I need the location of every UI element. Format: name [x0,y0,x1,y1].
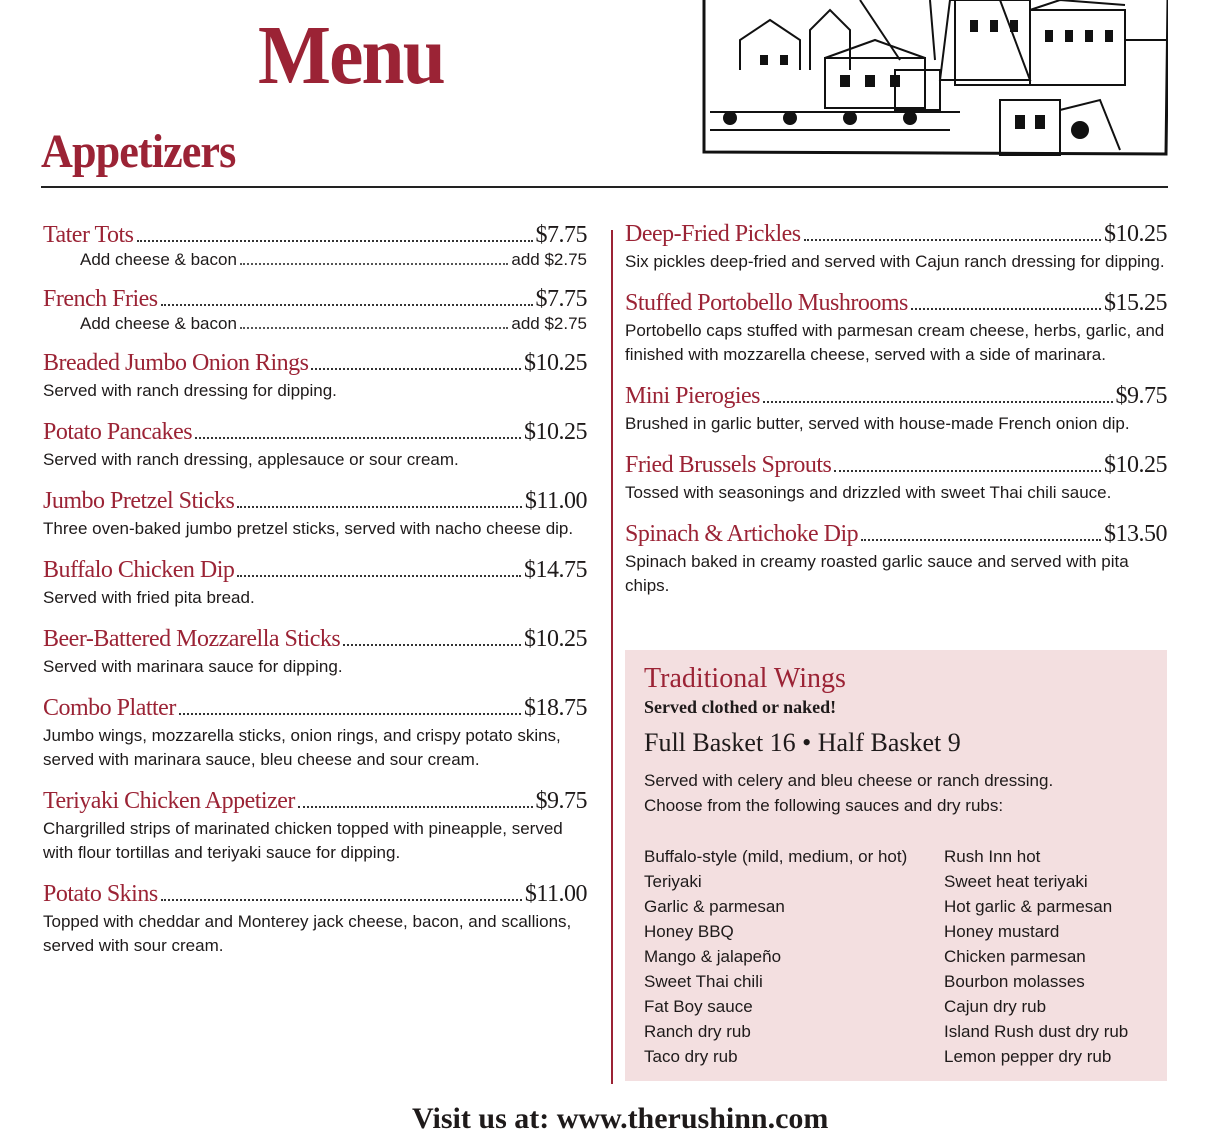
menu-item-name: Tater Tots [43,222,134,248]
menu-item [43,557,587,610]
sauce-list [644,844,1148,1069]
dot-leader [804,239,1101,241]
menu-item-header [625,221,1167,248]
dot-leader [161,899,522,901]
sauce-option: Hot garlic & parmesan [944,896,1113,916]
menu-item-name: Fried Brussels Sprouts [625,452,832,478]
section-title-appetizers: Appetizers [41,125,236,178]
sauce-option: Cajun dry rub [944,996,1047,1016]
menu-item-description: Jumbo wings, mozzarella sticks, onion rings, and crispy potato skins, served with marinara sauce, bleu cheese and sour cream. [43,726,561,769]
menu-item-description: Chargrilled strips of marinated chicken topped with pineapple, served with flour tortillas and teriyaki sauce for dipping. [43,819,563,862]
menu-item-header [625,452,1167,479]
dot-leader [137,240,533,242]
dot-leader [195,437,521,439]
title-rule [41,186,1168,188]
menu-item [625,452,1167,505]
sauce-option: Garlic & parmesan [644,896,785,916]
menu-item-price: $9.75 [1115,383,1167,409]
sauce-column-left [644,844,944,1069]
menu-item-price: $10.25 [1104,452,1167,478]
sauce-column-right [944,844,1148,1069]
menu-item-name: Spinach & Artichoke Dip [625,521,859,547]
menu-item [43,286,587,334]
menu-item-description: Six pickles deep-fried and served with Cajun ranch dressing for dipping. [625,252,1165,271]
sauce-option: Honey BBQ [644,921,734,941]
dot-leader [237,575,521,577]
sauce-option: Taco dry rub [644,1046,738,1066]
dot-leader [298,806,533,808]
wings-desc-line: Choose from the following sauces and dry rubs: [644,795,1004,815]
menu-item-header [43,626,587,653]
menu-item-price: $14.75 [524,557,587,583]
dot-leader [911,308,1101,310]
menu-item-name: Potato Skins [43,881,158,907]
sauce-option: Chicken parmesan [944,946,1086,966]
menu-item-description: Served with fried pita bread. [43,588,255,607]
menu-item-name: Breaded Jumbo Onion Rings [43,350,309,376]
menu-item-price: $7.75 [535,286,587,312]
menu-item-name: Beer-Battered Mozzarella Sticks [43,626,341,652]
menu-item-price: $10.25 [524,419,587,445]
menu-item-header [43,557,587,584]
menu-item-price: $11.00 [524,488,587,514]
menu-item-description: Tossed with seasonings and drizzled with sweet Thai chili sauce. [625,483,1112,502]
footer-website: Visit us at: www.therushinn.com [412,1102,829,1135]
dot-leader [161,304,533,306]
menu-title: Menu [258,9,444,102]
dot-leader [343,644,521,646]
dot-leader [834,470,1101,472]
sauce-option: Honey mustard [944,921,1060,941]
wings-desc-line: Served with celery and bleu cheese or ranch dressing. [644,770,1054,790]
left-column [43,222,587,974]
sauce-option: Bourbon molasses [944,971,1085,991]
dot-leader [240,263,508,265]
menu-item-header [43,488,587,515]
menu-item-description: Spinach baked in creamy roasted garlic sauce and served with pita chips. [625,552,1129,595]
menu-item-header [625,521,1167,548]
wings-description [644,768,1148,818]
menu-item-description: Brushed in garlic butter, served with house-made French onion dip. [625,414,1130,433]
menu-item-description: Portobello caps stuffed with parmesan cream cheese, herbs, garlic, and finished with mozzarella cheese, served with a side of marinara. [625,321,1165,364]
menu-item-price: $10.25 [524,350,587,376]
addon-price: add $2.75 [511,250,587,269]
menu-item-name: Buffalo Chicken Dip [43,557,235,583]
menu-item-name: Teriyaki Chicken Appetizer [43,788,295,814]
dot-leader [237,506,522,508]
sauce-option: Rush Inn hot [944,846,1041,866]
menu-item-addon [43,314,587,334]
menu-item-price: $9.75 [535,788,587,814]
menu-item-price: $10.25 [1104,221,1167,247]
sauce-option: Island Rush dust dry rub [944,1021,1129,1041]
menu-item-name: Potato Pancakes [43,419,193,445]
menu-item-name: Mini Pierogies [625,383,760,409]
sauce-option: Sweet Thai chili [644,971,763,991]
menu-item-name: Combo Platter [43,695,176,721]
menu-item-name: Jumbo Pretzel Sticks [43,488,235,514]
wings-price-line: Full Basket 16 • Half Basket 9 [644,727,961,757]
addon-label: Add cheese & bacon [80,314,237,333]
menu-item-header [43,695,587,722]
menu-item [625,221,1167,274]
menu-item-header [43,788,587,815]
menu-item-addon [43,250,587,270]
menu-item-header [43,286,587,313]
menu-item [43,419,587,472]
sauce-option: Ranch dry rub [644,1021,751,1041]
menu-item [625,290,1167,367]
town-illustration [700,0,1168,162]
menu-item-price: $7.75 [535,222,587,248]
menu-item-name: Stuffed Portobello Mushrooms [625,290,908,316]
menu-item-price: $11.00 [524,881,587,907]
sauce-option: Buffalo-style (mild, medium, or hot) [644,846,908,866]
sauce-option: Teriyaki [644,871,702,891]
menu-item [43,488,587,541]
menu-item-description: Served with ranch dressing, applesauce or sour cream. [43,450,459,469]
addon-price: add $2.75 [511,314,587,333]
sauce-option: Sweet heat teriyaki [944,871,1088,891]
sauce-option: Fat Boy sauce [644,996,753,1016]
menu-item [43,626,587,679]
menu-item-header [43,881,587,908]
menu-item-name: Deep-Fried Pickles [625,221,801,247]
menu-item-header [43,419,587,446]
wings-subtitle: Served clothed or naked! [644,696,837,717]
menu-item [43,695,587,772]
menu-item [625,521,1167,598]
menu-item-price: $15.25 [1104,290,1167,316]
menu-item [625,383,1167,436]
menu-item-header [43,350,587,377]
menu-item-price: $18.75 [524,695,587,721]
menu-item [43,350,587,403]
right-column [625,221,1167,614]
menu-item-description: Topped with cheddar and Monterey jack cheese, bacon, and scallions, served with sour cream. [43,912,572,955]
wings-title: Traditional Wings [644,663,846,694]
dot-leader [240,327,508,329]
menu-item-header [43,222,587,249]
menu-item-header [625,290,1167,317]
dot-leader [763,401,1113,403]
menu-item-name: French Fries [43,286,158,312]
sauce-option: Lemon pepper dry rub [944,1046,1112,1066]
addon-label: Add cheese & bacon [80,250,237,269]
menu-item-description: Served with marinara sauce for dipping. [43,657,343,676]
column-divider [611,230,613,1084]
menu-item-description: Served with ranch dressing for dipping. [43,381,337,400]
menu-item [43,222,587,270]
dot-leader [179,713,521,715]
menu-item-price: $10.25 [524,626,587,652]
menu-item-description: Three oven-baked jumbo pretzel sticks, served with nacho cheese dip. [43,519,574,538]
sauce-option: Mango & jalapeño [644,946,782,966]
menu-item [43,788,587,865]
dot-leader [311,368,521,370]
dot-leader [861,539,1101,541]
menu-item-price: $13.50 [1104,521,1167,547]
menu-item-header [625,383,1167,410]
wings-panel [625,650,1167,1081]
menu-item [43,881,587,958]
